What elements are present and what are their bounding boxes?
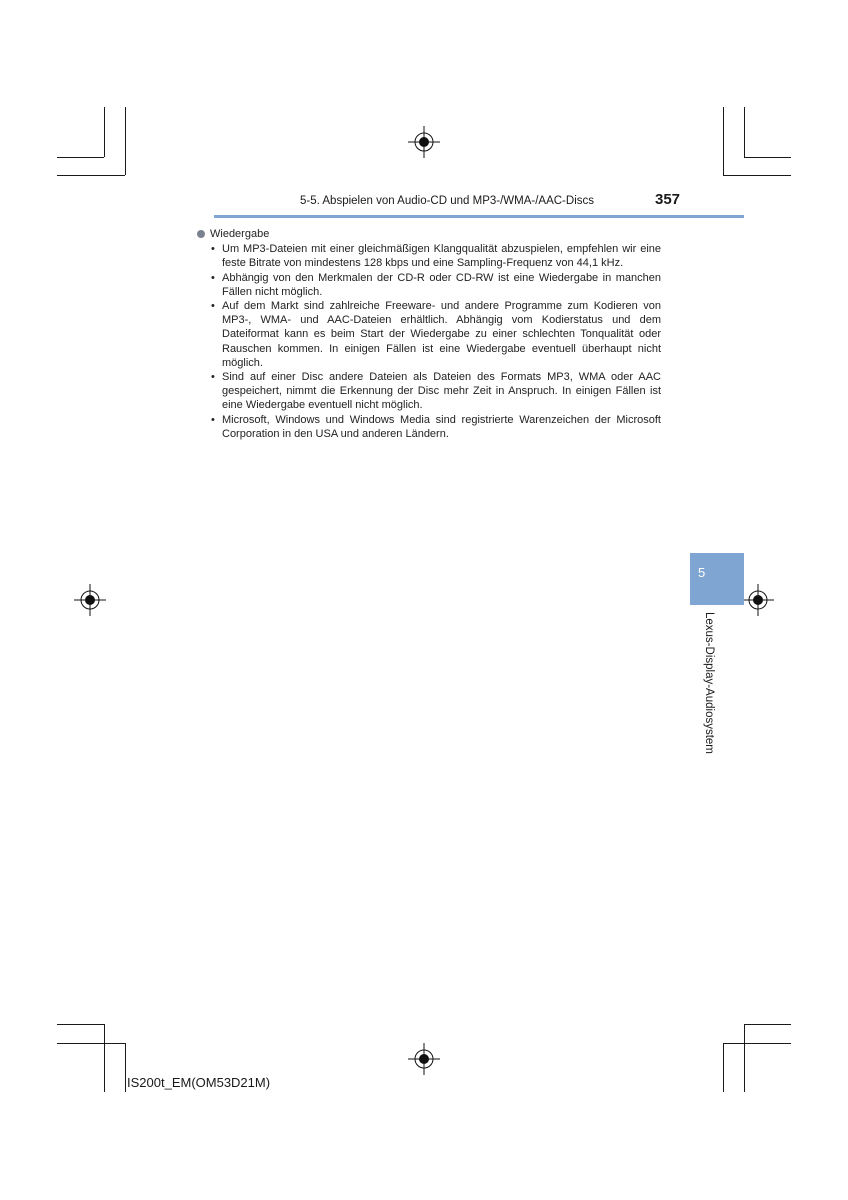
bullet-marker: • [211, 300, 215, 313]
crop-mark-bottom-right-h [744, 1024, 791, 1025]
list-item [211, 271, 661, 299]
crop-mark-top-left-v2 [125, 107, 126, 175]
bullet-marker: • [211, 271, 215, 284]
list-item-text: Auf dem Markt sind zahlreiche Freeware- und andere Programme zum Kodieren von MP3-, WMA- und AAC-Dateien erhältlich. Abhängig vom Kodierstatus und dem Dateiformat kann es beim Start der Wiedergabe zu einer schlechten Tonqualität oder Rauschen kommen. In einigen Fällen ist eine Wiedergabe eventuell überhaupt nicht möglich. [222, 300, 661, 369]
list-item-text: Microsoft, Windows und Windows Media sind registrierte Warenzeichen der Microsoft Corporation in den USA und anderen Ländern. [222, 413, 661, 440]
list-item-text: Um MP3-Dateien mit einer gleichmäßigen Klangqualität abzuspielen, empfehlen wir eine feste Bitrate von mindestens 128 kbps und eine Sampling-Frequenz von 44,1 kHz. [222, 243, 661, 270]
section-heading [197, 227, 661, 241]
registration-mark-top-icon [408, 126, 440, 158]
bullet-marker: • [211, 371, 215, 384]
crop-mark-bottom-left-h [57, 1024, 104, 1025]
list-item-text: Abhängig von den Merkmalen der CD-R oder CD-RW ist eine Wiedergabe in manchen Fällen nicht möglich. [222, 271, 661, 298]
list-item [211, 299, 661, 370]
crop-mark-bottom-left-v2 [125, 1043, 126, 1092]
bullet-marker: • [211, 243, 215, 256]
section-bullet-icon [197, 230, 205, 238]
crop-mark-bottom-left-v [104, 1024, 105, 1092]
registration-mark-left-icon [74, 584, 106, 616]
crop-mark-top-left-h2 [57, 175, 125, 176]
bullet-marker: • [211, 413, 215, 426]
crop-mark-bottom-right-v [744, 1024, 745, 1092]
section-header-title: 5-5. Abspielen von Audio-CD und MP3-/WMA-/AAC-Discs [300, 195, 594, 207]
registration-mark-right-icon [742, 584, 774, 616]
crop-mark-bottom-left-h2 [57, 1043, 125, 1044]
registration-mark-bottom-icon [408, 1043, 440, 1075]
chapter-number: 5 [698, 565, 706, 580]
list-item [211, 413, 661, 441]
crop-mark-bottom-right-h2 [723, 1043, 791, 1044]
chapter-tab [690, 553, 744, 605]
bullet-list [197, 242, 661, 441]
crop-mark-top-right-h [744, 157, 791, 158]
chapter-label: Lexus-Display-Audiosystem [703, 612, 715, 754]
list-item-text: Sind auf einer Disc andere Dateien als Dateien des Formats MP3, WMA oder AAC gespeichert, nimmt die Erkennung der Disc mehr Zeit in Anspruch. In einigen Fällen ist eine Wiedergabe eventuell nicht möglich. [222, 371, 661, 412]
crop-mark-top-left-v [104, 107, 105, 157]
list-item [211, 242, 661, 270]
page-number: 357 [655, 191, 681, 208]
crop-mark-bottom-right-v2 [723, 1043, 724, 1092]
crop-mark-top-left-h [57, 157, 104, 158]
main-content [197, 227, 661, 441]
list-item [211, 370, 661, 413]
crop-mark-top-right-v [744, 107, 745, 157]
header-rule [214, 215, 744, 218]
document-code: IS200t_EM(OM53D21M) [127, 1075, 271, 1090]
section-heading-text: Wiedergabe [210, 228, 270, 240]
crop-mark-top-right-h2 [723, 175, 791, 176]
crop-mark-top-right-v2 [723, 107, 724, 175]
